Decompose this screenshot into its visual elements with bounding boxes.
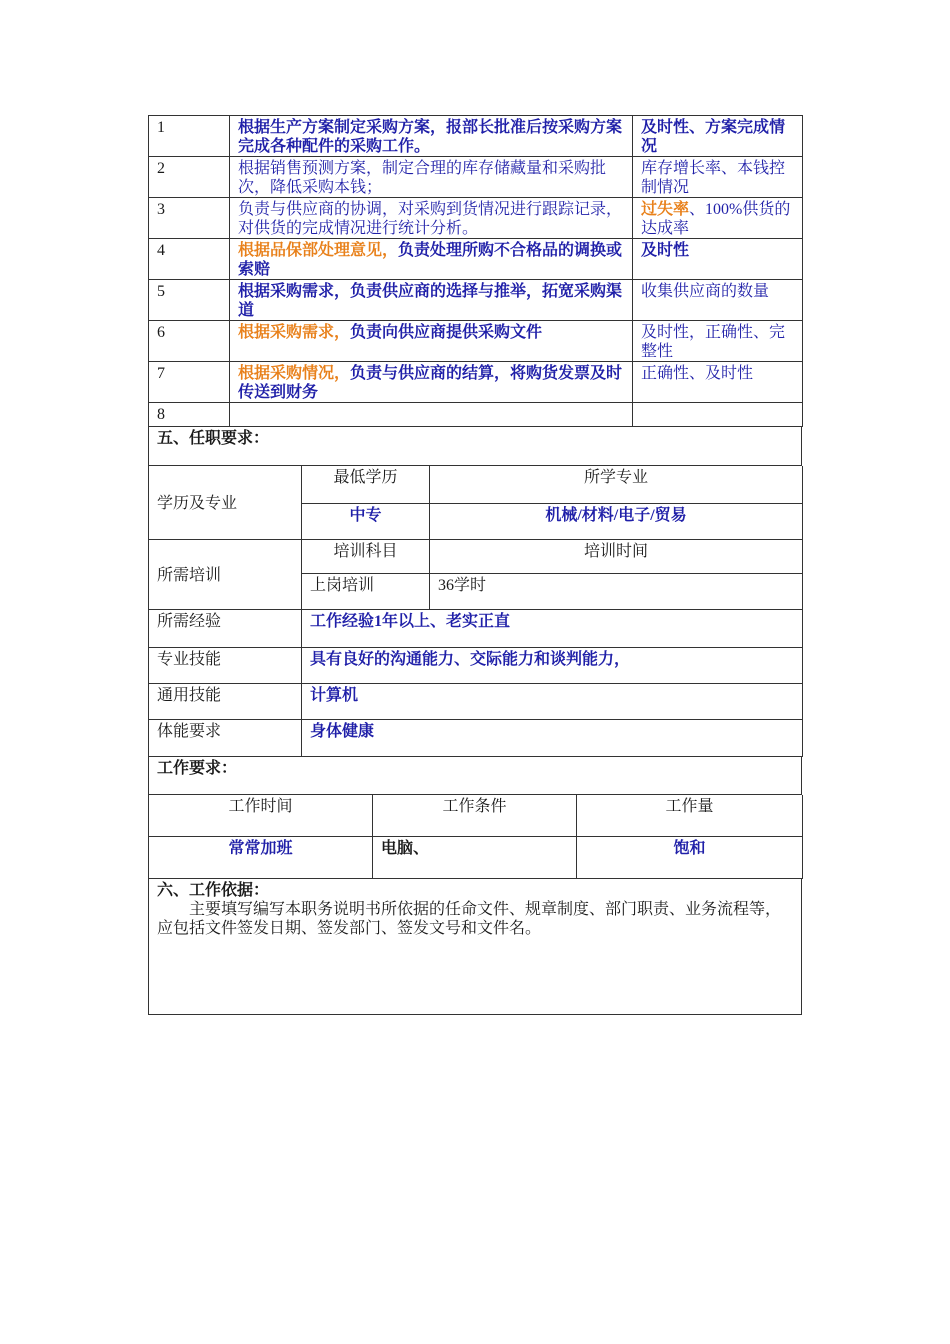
general-skill-value: 计算机: [302, 684, 803, 720]
duty-description-text: 根据生产方案制定采购方案，报部长批准后按采购方案完成各种配件的采购工作。: [238, 119, 623, 155]
work-cond-header: 工作条件: [373, 795, 577, 837]
training-time-value: 36学时: [430, 574, 803, 610]
duty-number: 3: [149, 198, 230, 239]
edu-major-header: 所学专业: [430, 466, 803, 504]
work-cond-value: 电脑、: [373, 837, 577, 879]
duty-kpi: [633, 403, 803, 427]
duty-row: [149, 403, 803, 427]
work-title: 工作要求：: [149, 757, 802, 794]
duty-description-text: 负责与供应商的结算，将购货发票及时传送到财务: [238, 365, 623, 401]
duty-number: 5: [149, 280, 230, 321]
duty-kpi: [633, 157, 803, 198]
duty-row: [149, 362, 803, 403]
duty-kpi: [633, 321, 803, 362]
experience-value: 工作经验1年以上、老实正直: [302, 610, 803, 648]
duty-number: 8: [149, 403, 230, 427]
work-title-table: [148, 757, 802, 795]
physical-value: 身体健康: [302, 720, 803, 757]
duty-description-text: 根据品保部处理意见，: [238, 242, 399, 259]
duty-description: [230, 198, 633, 239]
work-time-value: 常常加班: [149, 837, 373, 879]
duties-table: [148, 115, 803, 427]
duty-kpi: [633, 198, 803, 239]
work-table: [148, 795, 803, 880]
duty-kpi: [633, 362, 803, 403]
duty-description: [230, 403, 633, 427]
requirements-table: [148, 466, 803, 758]
duty-description-text: 根据采购需求，负责供应商的选择与推举，拓宽采购渠道: [238, 283, 623, 319]
duty-kpi-text: 及时性: [641, 242, 690, 259]
duty-number: 6: [149, 321, 230, 362]
duty-kpi-text: 、100%供货的达成率: [641, 201, 791, 237]
training-time-header: 培训时间: [430, 540, 803, 574]
duty-kpi-text: 收集供应商的数量: [641, 283, 770, 300]
work-load-value: 饱和: [577, 837, 803, 879]
work-time-header: 工作时间: [149, 795, 373, 837]
edu-major-value: 机械/材料/电子/贸易: [430, 504, 803, 540]
education-label: 学历及专业: [149, 466, 302, 540]
duty-description-text: 负责向供应商提供采购文件: [350, 324, 543, 341]
duty-kpi: [633, 239, 803, 280]
skill-label: 专业技能: [149, 648, 302, 684]
section6-title: 六、工作依据：: [157, 882, 270, 899]
duty-kpi-text: 及时性、方案完成情况: [641, 119, 786, 155]
training-subject-header: 培训科目: [302, 540, 430, 574]
section6-table: [148, 879, 802, 1015]
duty-row: [149, 321, 803, 362]
duty-description-text: 根据销售预测方案，制定合理的库存储藏量和采购批次，降低采购本钱；: [238, 160, 607, 196]
duty-kpi: [633, 280, 803, 321]
duty-description-text: 根据采购需求，: [238, 324, 351, 341]
duty-number: 7: [149, 362, 230, 403]
duty-kpi-text: 库存增长率、本钱控制情况: [641, 160, 786, 196]
duty-description: [230, 280, 633, 321]
general-skill-label: 通用技能: [149, 684, 302, 720]
duty-description-text: 负责处理所购不合格品的调换或索赔: [238, 242, 623, 278]
duty-kpi: [633, 116, 803, 157]
edu-min-value: 中专: [302, 504, 430, 540]
duty-description: [230, 321, 633, 362]
section6-body: 主要填写编写本职务说明书所依据的任命文件、规章制度、部门职责、业务流程等，应包括文件签发日期、签发部门、签发文号和文件名。: [157, 901, 782, 937]
duty-row: [149, 280, 803, 321]
section5-title: 五、任职要求：: [149, 427, 802, 465]
work-load-header: 工作量: [577, 795, 803, 837]
duty-kpi-text: 正确性、及时性: [641, 365, 754, 382]
duty-row: [149, 116, 803, 157]
job-description-form: [148, 115, 802, 1015]
duty-description-text: 根据采购情况，: [238, 365, 351, 382]
physical-label: 体能要求: [149, 720, 302, 757]
duty-kpi-text: 过失率: [641, 201, 690, 218]
duty-description: [230, 239, 633, 280]
duty-description: [230, 116, 633, 157]
skill-value: 具有良好的沟通能力、交际能力和谈判能力，: [302, 648, 803, 684]
experience-label: 所需经验: [149, 610, 302, 648]
edu-min-header: 最低学历: [302, 466, 430, 504]
duty-row: [149, 157, 803, 198]
duty-description: [230, 157, 633, 198]
duty-description: [230, 362, 633, 403]
duty-number: 2: [149, 157, 230, 198]
duty-row: [149, 198, 803, 239]
duty-kpi-text: 及时性，正确性、完整性: [641, 324, 786, 360]
duty-description-text: 负责与供应商的协调，对采购到货情况进行跟踪记录，对供货的完成情况进行统计分析。: [238, 201, 623, 237]
duty-row: [149, 239, 803, 280]
training-subject-value: 上岗培训: [302, 574, 430, 610]
duty-number: 4: [149, 239, 230, 280]
training-label: 所需培训: [149, 540, 302, 610]
duty-number: 1: [149, 116, 230, 157]
section5-title-table: [148, 427, 802, 466]
